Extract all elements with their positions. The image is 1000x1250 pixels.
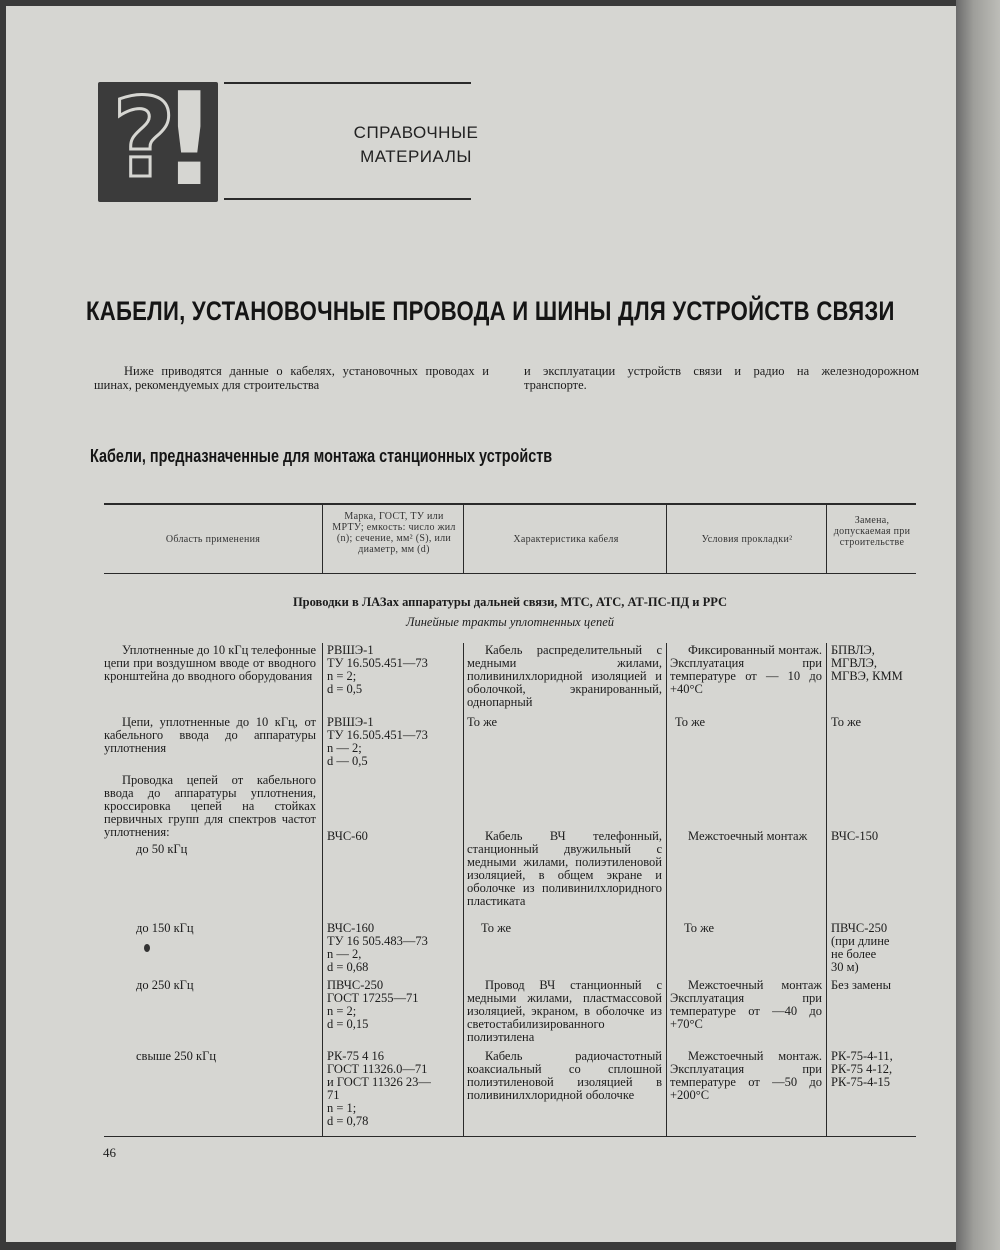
table-cell-mark: ВЧС-60: [327, 829, 368, 843]
table-cell-conditions: Межстоечный монтаж Эксплуатация при температуре от —40 до +70°С: [670, 978, 822, 1031]
column-divider: [322, 503, 323, 573]
table-cell-area-sub: до 50 кГц: [136, 842, 188, 856]
section-heading-line1: СПРАВОЧНЫЕ: [353, 123, 479, 142]
header-mark: Марка, ГОСТ, ТУ или МРТУ; емкость: число жил (n); сечение, мм² (S), или диаметр, мм (d): [332, 511, 456, 555]
section-heading: [306, 121, 526, 169]
table-bottom-rule: [104, 1136, 916, 1137]
header-conditions: Условия прокладки²: [701, 534, 793, 545]
section-heading-line2: МАТЕРИАЛЫ: [360, 147, 472, 166]
table-cell-conditions: Межстоечный монтаж: [688, 829, 808, 843]
table-cell-conditions: Межстоечный монтаж. Эксплуатация при температуре от —50 до +200°С: [670, 1049, 822, 1102]
column-divider: [463, 643, 464, 1136]
table-cell-area-sub: свыше 250 кГц: [136, 1049, 217, 1063]
header-replacement: Замена, допускаемая при строительстве: [833, 515, 911, 548]
column-divider: [826, 503, 827, 573]
table-cell-area: Проводка цепей от кабельного ввода до аппаратуры уплотнения, кроссировка цепей на стойках первичных групп для спектров частот уплотнения:: [104, 773, 316, 839]
column-divider: [666, 643, 667, 1136]
table-section-heading: Проводки в ЛАЗах аппаратуры дальней связи, МТС, АТС, АТ-ПС-ПД и РРС: [292, 595, 728, 609]
table-cell-replacement: БПВЛЭ, МГВЛЭ, МГВЭ, КММ: [831, 643, 903, 683]
table-cell-characteristic: Кабель распределительный с медными жилами, поливинилхлоридной изоляцией и оболочкой, экранированный, однопарный: [467, 643, 662, 709]
column-divider: [322, 643, 323, 1136]
table-cell-area: Цепи, уплотненные до 10 кГц, от кабельного ввода до аппаратуры уплотнения: [104, 715, 316, 755]
table-title: Кабели, предназначенные для монтажа станционных устройств: [90, 446, 553, 466]
page-number: 46: [103, 1145, 116, 1160]
page-title: КАБЕЛИ, УСТАНОВОЧНЫЕ ПРОВОДА И ШИНЫ ДЛЯ УСТРОЙСТВ СВЯЗИ: [86, 296, 895, 326]
bullet-mark: [144, 944, 150, 952]
table-cell-replacement: То же: [831, 715, 862, 729]
table-cell-area: Уплотненные до 10 кГц телефонные цепи при воздушном вводе от вводного кронштейна до вводного оборудования: [104, 643, 317, 683]
table-cell-mark: ПВЧС-250 ГОСТ 17255—71 n = 2; d = 0,15: [327, 978, 419, 1031]
header-characteristic: Характеристика кабеля: [513, 534, 619, 545]
table-cell-mark: РК-75 4 16 ГОСТ 11326.0—71 и ГОСТ 11326 23— 71 n = 1; d = 0,78: [327, 1049, 431, 1128]
table-cell-replacement: ВЧС-150: [831, 829, 879, 843]
table-cell-characteristic: То же: [467, 715, 498, 729]
column-divider: [666, 503, 667, 573]
table-cell-mark: ВЧС-160 ТУ 16 505.483—73 n — 2, d = 0,68: [327, 921, 428, 974]
table-cell-mark: РВШЭ-1 ТУ 16.505.451—73 n — 2; d — 0,5: [327, 715, 428, 768]
intro-column-1: Ниже приводятся данные о кабелях, установочных проводах и шинах, рекомендуемых для строительства: [94, 364, 489, 392]
question-exclamation-logo-icon: ? !: [98, 82, 218, 202]
table-cell-area-sub: до 250 кГц: [136, 978, 194, 992]
table-cell-conditions: Фиксированный монтаж. Эксплуатация при температуре от — 10 до +40°С: [670, 643, 822, 696]
header-area: Область применения: [165, 534, 261, 545]
column-divider: [826, 643, 827, 1136]
table-cell-conditions: То же: [675, 715, 706, 729]
table-cell-characteristic: Провод ВЧ станционный с медными жилами, пластмассовой изоляцией, экраном, в оболочке из светостабилизированного полиэтилена: [467, 978, 662, 1044]
book-spine: [956, 0, 1000, 1250]
intro-column-2: и эксплуатации устройств связи и радио на железнодорожном транспорте.: [524, 364, 919, 392]
table-top-rule: [104, 503, 916, 505]
table-cell-characteristic: Кабель ВЧ телефонный, станционный двужильный с медными жилами, полиэтиленовой изоляцией, в общем экране и оболочке из поливинилхлоридного пластиката: [467, 829, 662, 908]
header-rule-top: [224, 82, 471, 84]
table-cell-area-sub: до 150 кГц: [136, 921, 194, 935]
table-cell-replacement: РК-75-4-11, РК-75 4-12, РК-75-4-15: [831, 1049, 893, 1089]
table-cell-characteristic: Кабель радиочастотный коаксиальный со сплошной полиэтиленовой изоляцией в поливинилхлоридной оболочке: [467, 1049, 662, 1102]
table-cell-characteristic: То же: [481, 921, 512, 935]
table-cell-conditions: То же: [684, 921, 715, 935]
table-cell-replacement: Без замены: [831, 978, 891, 992]
table-subsection-heading: Линейные тракты уплотненных цепей: [405, 615, 614, 629]
header-rule-bottom: [224, 198, 471, 200]
table-header-rule: [104, 573, 916, 574]
document-page: [6, 6, 956, 1242]
table-cell-replacement: ПВЧС-250 (при длине не более 30 м): [831, 921, 890, 974]
column-divider: [463, 503, 464, 573]
table-cell-mark: РВШЭ-1 ТУ 16.505.451—73 n = 2; d = 0,5: [327, 643, 428, 696]
